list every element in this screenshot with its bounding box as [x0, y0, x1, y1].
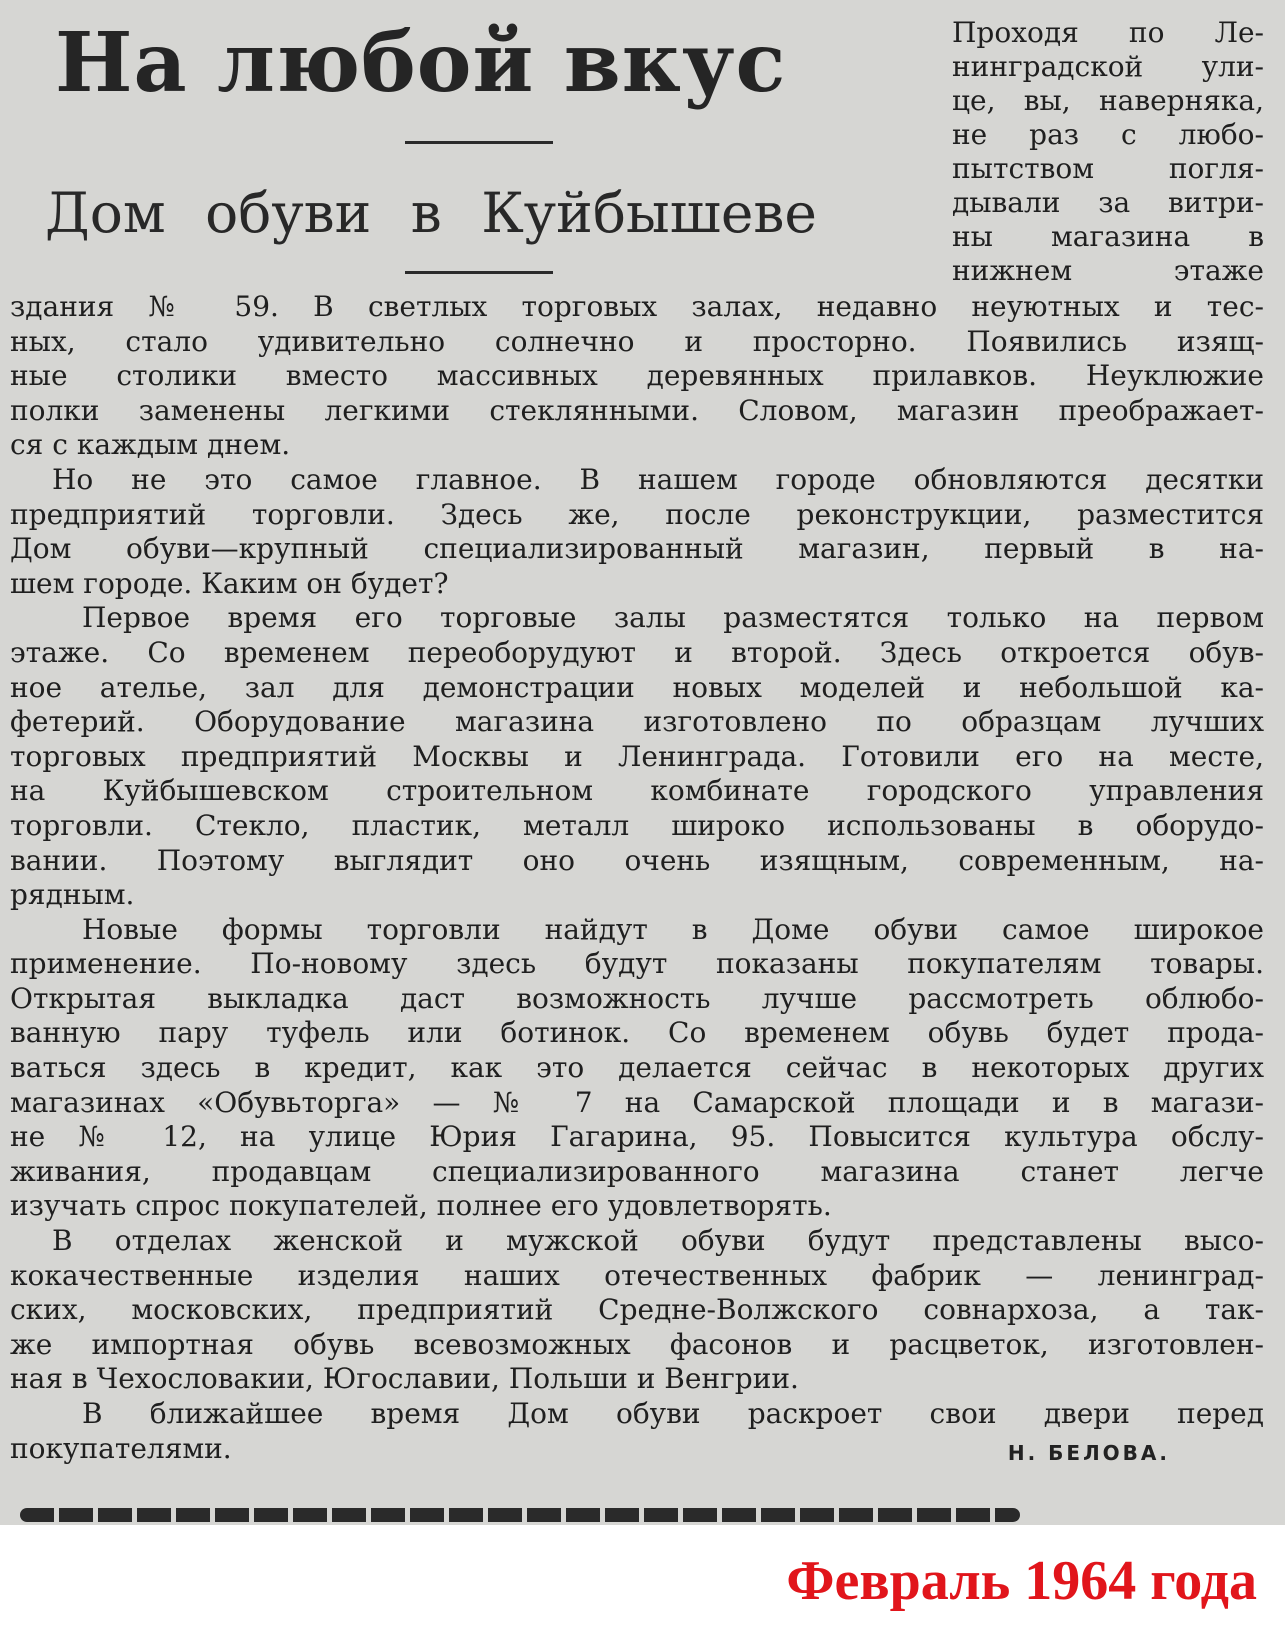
body-line: кокачественные изделия наших отечественных фабрик — ленинград- [10, 1258, 1264, 1292]
body-line: Первое время его торговые залы разместятся только на первом [82, 601, 1264, 635]
body-line: живания, продавцам специализированного магазина станет легче [10, 1154, 1264, 1188]
body-line: торговых предприятий Москвы и Ленинграда. Готовили его на месте, [10, 739, 1264, 773]
lead-line: пытством погля- [952, 152, 1264, 185]
body-line: этаже. Со временем переоборудуют и второй. Здесь откроется обув- [10, 635, 1264, 669]
body-line: на Куйбышевском строительном комбинате городского управления [10, 774, 1264, 808]
closing-line [10, 1432, 1264, 1467]
body-line: же импортная обувь всевозможных фасонов и расцветок, изготовлен- [10, 1327, 1264, 1361]
subheadline-divider [405, 271, 553, 274]
lead-line: нинградской ули- [952, 50, 1264, 83]
body-line: Дом обуви—крупный специализированный магазин, первый в на- [10, 532, 1264, 566]
body-line: шем городе. Каким он будет? [10, 566, 449, 600]
article-headline: На любой вкус [55, 15, 787, 111]
date-caption: Февраль 1964 года [786, 1550, 1257, 1612]
body-line: торговли. Стекло, пластик, металл широко использованы в оборудо- [10, 808, 1264, 842]
body-line: В отделах женской и мужской обуви будут представлены высо- [52, 1224, 1264, 1258]
body-line: покупателями. [10, 1431, 232, 1465]
body-line: ные столики вместо массивных деревянных прилавков. Неуклюжие [10, 359, 1264, 393]
body-line: ное ателье, зал для демонстрации новых моделей и небольшой ка- [10, 670, 1264, 704]
body-line: ванную пару туфель или ботинок. Со временем обувь будет прода- [10, 1016, 1264, 1050]
lead-line: ны магазина в [952, 220, 1264, 253]
body-line: предприятий торговли. Здесь же, после реконструкции, разместится [10, 497, 1264, 531]
body-line: здания № 59. В светлых торговых залах, недавно неуютных и тес- [10, 290, 1264, 323]
body-line: рядным. [10, 878, 135, 912]
body-line: ная в Чехословакии, Югославии, Польши и Венгрии. [10, 1362, 799, 1396]
body-line: Но не это самое главное. В нашем городе обновляются десятки [52, 462, 1264, 496]
body-line: изучать спрос покупателей, полнее его удовлетворять. [10, 1189, 832, 1223]
lead-paragraph [952, 16, 1264, 288]
body-line: вании. Поэтому выглядит оно очень изящным, современным, на- [10, 843, 1264, 877]
lead-line: Проходя по Ле- [952, 16, 1264, 49]
article-subheadline: Дом обуви в Куйбышеве [45, 181, 817, 245]
article-body [10, 290, 1264, 1466]
body-line: Новые формы торговли найдут в Доме обуви самое широкое [82, 912, 1264, 946]
lead-line: дывали за витри- [952, 186, 1264, 219]
lead-line: нижнем этаже [952, 254, 1264, 287]
body-line: ся с каждым днем. [10, 428, 291, 462]
body-line: ных, стало удивительно солнечно и просторно. Появились изящ- [10, 324, 1264, 358]
body-line: магазинах «Обувьторга» — № 7 на Самарской площади и в магази- [10, 1085, 1264, 1119]
body-line: полки заменены легкими стеклянными. Словом, магазин преображает- [10, 393, 1264, 427]
body-line: ваться здесь в кредит, как это делается сейчас в некоторых других [10, 1051, 1264, 1085]
body-line: ских, московских, предприятий Средне-Волжского совнархоза, а так- [10, 1293, 1264, 1327]
headline-divider [405, 141, 553, 144]
body-line: В ближайшее время Дом обуви раскроет свои двери перед [82, 1397, 1264, 1430]
body-line: Открытая выкладка даст возможность лучше рассмотреть облюбо- [10, 981, 1264, 1015]
body-line: не № 12, на улице Юрия Гагарина, 95. Повысится культура обслу- [10, 1120, 1264, 1154]
author-signature: Н. БЕЛОВА. [1007, 1440, 1170, 1465]
body-line: применение. По-новому здесь будут показаны покупателям товары. [10, 947, 1264, 981]
decorative-border [20, 1508, 1020, 1522]
lead-line: не раз с любо- [952, 118, 1264, 151]
lead-line: це, вы, наверняка, [952, 84, 1264, 117]
body-line: фетерий. Оборудование магазина изготовлено по образцам лучших [10, 705, 1264, 739]
